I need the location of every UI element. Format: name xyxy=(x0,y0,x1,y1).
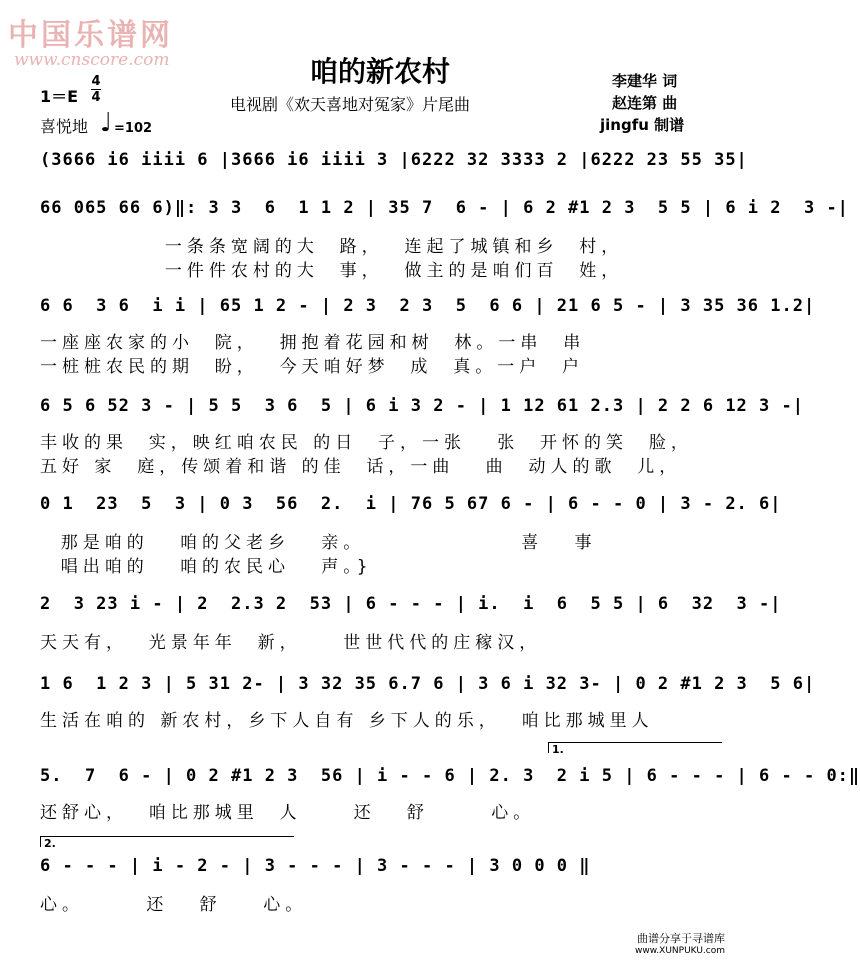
notation-line-2: 66 065 66 6)‖: 3 3 6 1 1 2 | 35 7 6 - | 6 2 #1 2 3 5 5 | 6 i 2 3 -| xyxy=(40,198,849,218)
time-signature xyxy=(91,74,101,105)
footer-source: 曲谱分享于寻谱库 xyxy=(637,932,725,945)
footer-url: www.XUNPUKU.com xyxy=(635,946,725,956)
second-ending-bracket: 2. xyxy=(40,836,294,847)
tempo-bpm: =102 xyxy=(114,121,153,136)
first-ending-bracket: 1. xyxy=(548,742,722,753)
composer-credit: 赵连第 曲 xyxy=(612,94,678,112)
notation-line-3: 6 6 3 6 i i | 65 1 2 - | 2 3 2 3 5 6 6 | 21 6 5 - | 3 35 36 1.2| xyxy=(40,296,816,316)
notation-line-5: 0 1 23 5 3 | 0 3 56 2. i | 76 5 67 6 - | 6 - - 0 | 3 - 2. 6| xyxy=(40,494,782,514)
notation-line-4: 6 5 6 52 3 - | 5 5 3 6 5 | 6 i 3 2 - | 1 12 61 2.3 | 2 2 6 12 3 -| xyxy=(40,396,804,416)
arranger-credit: jingfu 制谱 xyxy=(600,116,685,134)
lyric-line-3b: 一桩桩农民的期 盼， 今天咱好梦 成 真。一户 户 xyxy=(40,357,585,377)
page-title: 咱的新农村 xyxy=(309,55,450,88)
lyric-line-5a: 那是咱的 咱的父老乡 亲。 喜 事 xyxy=(40,533,597,553)
lyric-line-2a: 一条条宽阔的大 路， 连起了城镇和乡 村， xyxy=(40,237,624,257)
lyric-line-5b: 唱出咱的 咱的农民心 声。} xyxy=(40,557,373,577)
lyric-line-7: 生活在咱的 新农村，乡下人自有 乡下人的乐， 咱比那城里人 xyxy=(40,711,654,731)
key-signature: 1＝E xyxy=(40,87,79,106)
notation-line-1: (3666 i6 iiii 6 |3666 i6 iiii 3 |6222 32 3333 2 |6222 23 55 35| xyxy=(40,150,748,170)
lyric-line-4b: 五好 家 庭，传颂着和谐 的佳 话，一曲 曲 动人的歌 儿， xyxy=(40,457,682,477)
time-top: 4 xyxy=(91,74,101,89)
notation-line-6: 2 3 23 i - | 2 2.3 2 53 | 6 - - - | i. i 6 5 5 | 6 32 3 -| xyxy=(40,594,782,614)
notation-line-8: 5. 7 6 - | 0 2 #1 2 3 56 | i - - 6 | 2. 3 2 i 5 | 6 - - - | 6 - - 0:‖ xyxy=(40,766,860,786)
notation-line-9: 6 - - - | i - 2 - | 3 - - - | 3 - - - | 3 0 0 0 ‖ xyxy=(40,856,591,876)
lyric-line-6: 天天有， 光景年年 新， 世世代代的庄稼汉， xyxy=(40,633,542,653)
lyricist-credit: 李建华 词 xyxy=(612,72,678,90)
watermark-logo: 中国乐谱网 xyxy=(8,18,173,53)
time-bottom: 4 xyxy=(91,90,101,105)
watermark-url: www.cnscore.com xyxy=(14,50,170,70)
subtitle: 电视剧《欢天喜地对冤家》片尾曲 xyxy=(230,95,471,114)
lyric-line-8: 还舒心， 咱比那城里 人 还 舒 心。 xyxy=(40,803,536,823)
quarter-note-icon: ♩ xyxy=(100,108,113,138)
tempo-marking: 喜悦地 xyxy=(40,117,89,136)
lyric-line-2b: 一件件农村的大 事， 做主的是咱们百 姓， xyxy=(40,261,624,281)
lyric-line-4a: 丰收的果 实，映红咱农民 的日 子，一张 张 开怀的笑 脸， xyxy=(40,433,693,453)
lyric-line-9: 心。 还 舒 心。 xyxy=(40,895,308,915)
notation-line-7: 1 6 1 2 3 | 5 31 2- | 3 32 35 6.7 6 | 3 6 i 32 3- | 0 2 #1 2 3 5 6| xyxy=(40,674,816,694)
lyric-line-3a: 一座座农家的小 院， 拥抱着花园和树 林。一串 串 xyxy=(40,333,586,353)
